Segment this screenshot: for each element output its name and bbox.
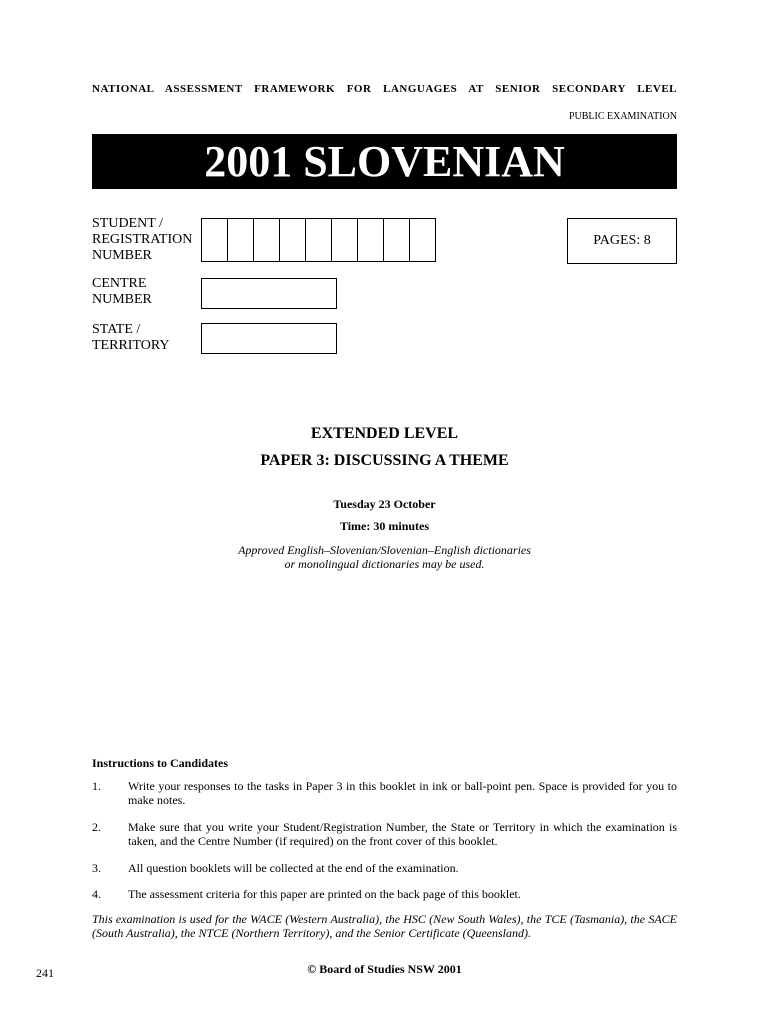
dictionary-note-line-2: or monolingual dictionaries may be used. — [284, 557, 485, 571]
title-banner — [92, 134, 677, 189]
state-label-line-1: STATE / — [92, 322, 141, 337]
student-label-line-1: STUDENT / — [92, 216, 163, 231]
centre-number-label — [92, 276, 152, 308]
pages-count: PAGES: 8 — [593, 233, 651, 248]
exam-title: 2001 SLOVENIAN — [204, 136, 565, 186]
state-label-line-2: TERRITORY — [92, 338, 170, 353]
registration-digit-box[interactable] — [410, 218, 436, 262]
instruction-number: 3. — [92, 861, 101, 875]
usage-note: This examination is used for the WACE (Western Australia), the HSC (New South Wales), the TCE (Tasmania), the SACE (South Australia), the NTCE (Northern Territory), and the Senior Certificate (Queensland). — [92, 912, 677, 940]
instruction-item — [92, 887, 677, 901]
instruction-item — [92, 820, 677, 848]
page-number: 241 — [36, 966, 54, 980]
state-territory-label — [92, 322, 170, 354]
exam-time: Time: 30 minutes — [339, 519, 430, 533]
level-heading: EXTENDED LEVEL — [310, 425, 459, 442]
registration-digit-box[interactable] — [202, 218, 228, 262]
exam-date: Tuesday 23 October — [333, 497, 436, 511]
framework-heading: NATIONAL ASSESSMENT FRAMEWORK FOR LANGUAGES AT SENIOR SECONDARY LEVEL — [92, 83, 677, 95]
registration-digit-box[interactable] — [332, 218, 358, 262]
student-label-line-3: NUMBER — [92, 248, 152, 263]
pages-box — [567, 218, 677, 264]
instruction-text: All question booklets will be collected at the end of the examination. — [128, 861, 459, 875]
instruction-item — [92, 779, 677, 807]
registration-number-field[interactable] — [201, 218, 436, 262]
instruction-number: 2. — [92, 820, 101, 834]
centre-label-line-2: NUMBER — [92, 292, 152, 307]
student-label-line-2: REGISTRATION — [92, 232, 193, 247]
state-territory-field[interactable] — [201, 323, 337, 354]
instructions-heading: Instructions to Candidates — [92, 756, 229, 770]
instruction-number: 1. — [92, 779, 101, 793]
dictionary-note — [92, 543, 677, 571]
registration-digit-box[interactable] — [306, 218, 332, 262]
registration-digit-box[interactable] — [280, 218, 306, 262]
registration-digit-box[interactable] — [358, 218, 384, 262]
instruction-item — [92, 861, 677, 875]
registration-digit-box[interactable] — [254, 218, 280, 262]
registration-digit-box[interactable] — [228, 218, 254, 262]
registration-digit-box[interactable] — [384, 218, 410, 262]
public-examination-label: PUBLIC EXAMINATION — [568, 111, 677, 122]
copyright-notice: © Board of Studies NSW 2001 — [307, 962, 462, 976]
dictionary-note-line-1: Approved English–Slovenian/Slovenian–English dictionaries — [238, 543, 531, 557]
centre-label-line-1: CENTRE — [92, 276, 147, 291]
instruction-text: Make sure that you write your Student/Registration Number, the State or Territory in which the examination is taken, and the Centre Number (if required) on the front cover of this booklet. — [128, 820, 677, 848]
instruction-text: The assessment criteria for this paper are printed on the back page of this booklet. — [128, 887, 521, 901]
paper-heading: PAPER 3: DISCUSSING A THEME — [260, 452, 509, 469]
instruction-number: 4. — [92, 887, 101, 901]
student-registration-label — [92, 216, 192, 264]
instruction-text: Write your responses to the tasks in Paper 3 in this booklet in ink or ball-point pen. Space is provided for you to make notes. — [128, 779, 677, 807]
centre-number-field[interactable] — [201, 278, 337, 309]
